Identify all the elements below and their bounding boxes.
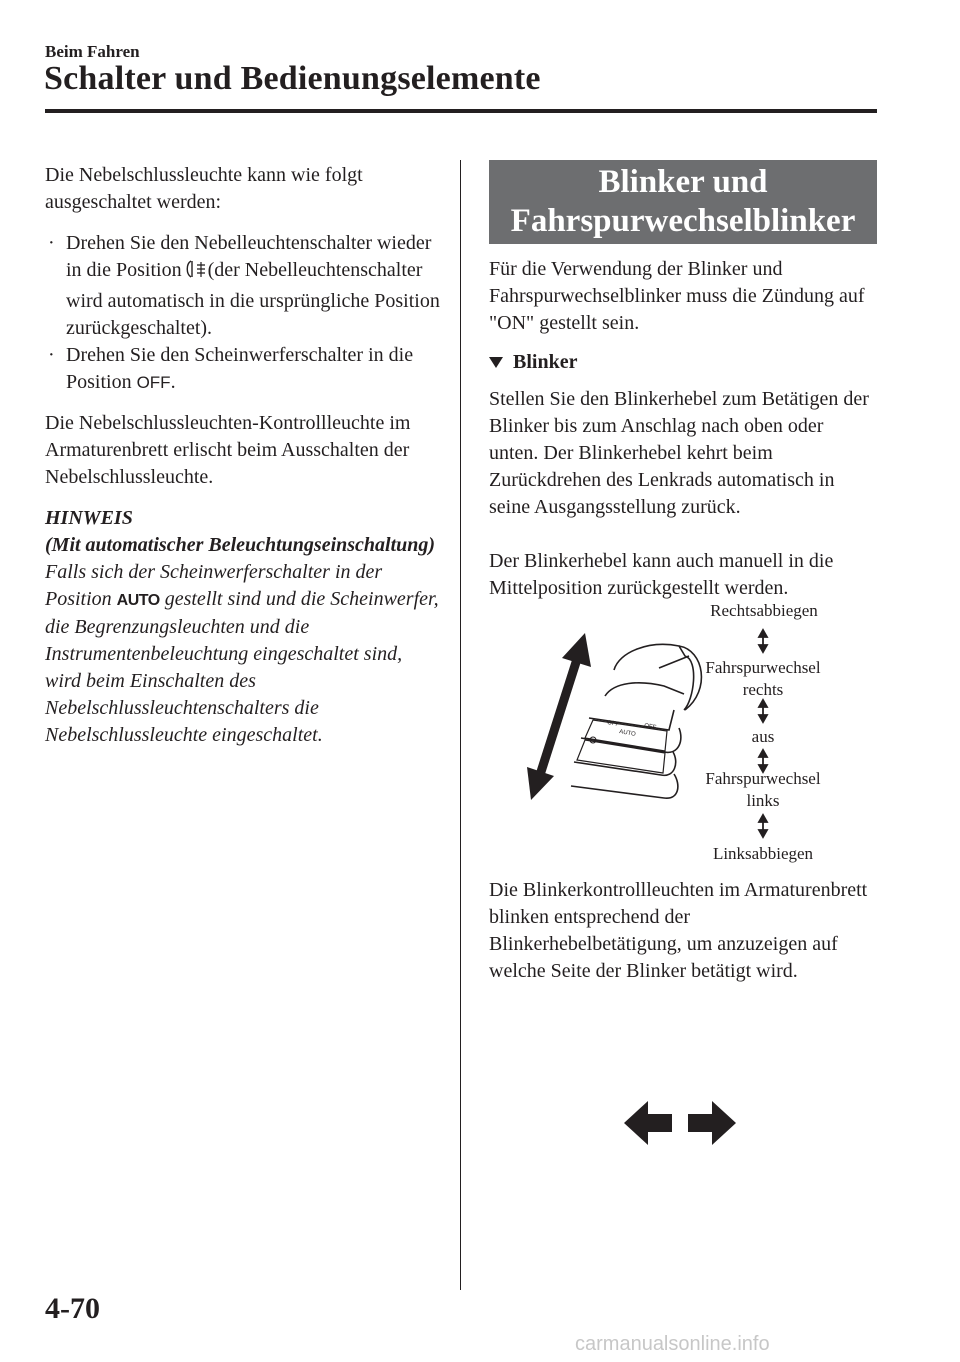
indicator-paragraph: Die Blinkerkontrollleuchten im Armaturenbrett blinken entsprechend der Blinkerhebelbetätigung, um anzuzeigen auf welche Seite der Blinker betätigt wird.	[489, 879, 868, 982]
subsection-heading	[489, 351, 877, 374]
manual-return-paragraph: Der Blinkerhebel kann auch manuell in die Mittelposition zurückgestellt werden.	[489, 550, 834, 599]
note-block	[45, 505, 440, 749]
bullet2-text-start: Drehen Sie den Scheinwerferschalter in die Position	[66, 344, 414, 393]
label-lane-change-left-line-2: links	[746, 791, 780, 810]
watermark: carmanualsonline.info	[575, 1333, 770, 1355]
label-left-turn: Linksabbiegen	[712, 844, 814, 863]
page-title: Schalter und Bedienungselemente	[44, 60, 541, 97]
switch-off-2-text: OFF	[643, 723, 657, 732]
column-divider	[460, 160, 461, 1290]
note-text-start: Falls sich der Scheinwerferschalter in der Position	[45, 561, 383, 610]
right-arrow-icon	[688, 1101, 736, 1145]
intro-paragraph: Die Nebelschlussleuchte kann wie folgt ausgeschaltet werden:	[45, 164, 363, 213]
note-heading: HINWEIS	[45, 507, 133, 529]
bullet2-text-end: .	[170, 371, 176, 393]
banner-line-2: Fahrspurwechselblinker	[510, 203, 856, 239]
triangle-icon	[489, 357, 503, 368]
page-number: 4-70	[45, 1292, 100, 1325]
label-lane-change-right-line-1: Fahrspurwechsel	[705, 658, 821, 677]
section-label: Beim Fahren	[45, 42, 140, 61]
bullet1-text-start: Drehen Sie den Nebelleuchtenschalter wieder in die Position	[66, 232, 432, 281]
banner-line-1: Blinker und	[598, 164, 768, 200]
list-item	[45, 342, 440, 396]
bullet1-text-end: (der Nebelleuchtenschalter wird automatisch in die ursprüngliche Position zurückgeschaltet).	[66, 259, 440, 339]
rear-fog-light-icon	[184, 258, 206, 288]
off-symbol: OFF	[136, 373, 171, 392]
section-banner	[489, 160, 877, 244]
bullet-text	[66, 230, 440, 342]
header-divider	[45, 109, 877, 113]
left-arrow-icon	[624, 1101, 672, 1145]
lever-paragraph: Stellen Sie den Blinkerhebel zum Betätigen der Blinker bis zum Anschlag nach oben oder unten. Der Blinkerhebel kehrt beim Zurückdrehen des Lenkrads automatisch in seine Ausgangsstellung zurück.	[489, 388, 869, 518]
turn-signal-lever-figure	[489, 601, 877, 863]
left-column	[45, 162, 440, 749]
right-column	[489, 160, 877, 985]
intro-paragraph: Für die Verwendung der Blinker und Fahrspurwechselblinker muss die Zündung auf "ON" gestellt sein.	[489, 258, 865, 334]
auto-symbol: AUTO	[116, 592, 160, 609]
turn-indicator-arrows	[624, 1100, 736, 1151]
note-subheading: (Mit automatischer Beleuchtungseinschaltung)	[45, 534, 436, 556]
label-lane-change-right	[688, 657, 838, 701]
movement-arrow-icon	[527, 633, 591, 800]
label-lane-change-right-line-2: rechts	[742, 680, 784, 699]
bullet-list	[45, 230, 440, 396]
lever-stalk-icon	[571, 644, 701, 798]
label-off: aus	[751, 727, 775, 746]
note-text	[45, 561, 439, 746]
switch-auto-text: AUTO	[618, 729, 637, 738]
switch-off-text: OFF	[606, 720, 620, 729]
label-lane-change-left-line-1: Fahrspurwechsel	[705, 769, 821, 788]
note-text-end: gestellt sind und die Scheinwerfer, die Begrenzungsleuchten und die Instrumentenbeleuchtung eingeschaltet sind, wird beim Einschalten des Nebelschlussleuchtenschalters die Nebelschlussleuchte eingeschaltet.	[45, 588, 439, 746]
bullet-dot: ·	[48, 232, 55, 254]
bullet-text	[66, 342, 440, 396]
label-right-turn: Rechtsabbiegen	[710, 601, 818, 620]
list-item	[45, 230, 440, 342]
bullet-dot: ·	[48, 344, 55, 366]
indicator-paragraph: Die Nebelschlussleuchten-Kontrollleuchte im Armaturenbrett erlischt beim Ausschalten der Nebelschlussleuchte.	[45, 412, 411, 488]
label-lane-change-left	[688, 768, 838, 812]
subsection-heading-text: Blinker	[513, 351, 578, 373]
